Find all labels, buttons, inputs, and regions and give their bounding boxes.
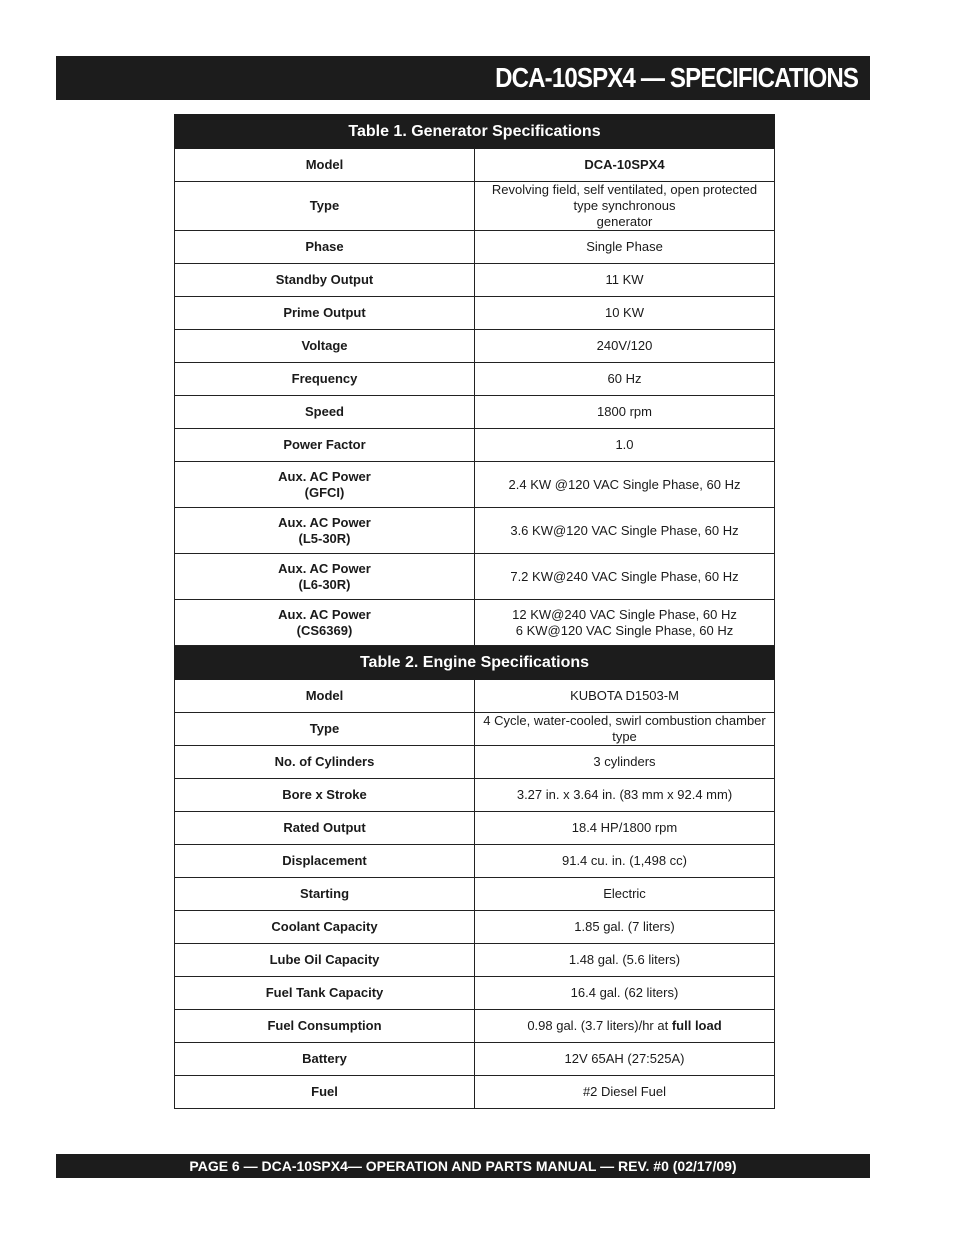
spec-label: Displacement	[175, 845, 475, 878]
spec-value-emphasis: full load	[671, 1018, 722, 1033]
table-row	[175, 149, 775, 182]
table1-title: Table 1. Generator Specifications	[175, 115, 775, 149]
table2-header-row	[175, 646, 775, 680]
spec-label: Fuel Tank Capacity	[175, 977, 475, 1010]
table2-title: Table 2. Engine Specifications	[175, 646, 775, 680]
table-row	[175, 554, 775, 600]
spec-label: Fuel Consumption	[175, 1010, 475, 1043]
spec-value-line: generator	[596, 214, 653, 229]
spec-label: Power Factor	[175, 429, 475, 462]
table1-header-row	[175, 115, 775, 149]
table-row	[175, 977, 775, 1010]
spec-value: 7.2 KW@240 VAC Single Phase, 60 Hz	[475, 554, 775, 600]
spec-value: 3.6 KW@120 VAC Single Phase, 60 Hz	[475, 508, 775, 554]
table-row	[175, 508, 775, 554]
spec-value-text: 0.98 gal. (3.7 liters)/hr at	[527, 1018, 669, 1033]
table-row	[175, 264, 775, 297]
spec-label	[175, 508, 475, 554]
spec-label	[175, 462, 475, 508]
table-row	[175, 911, 775, 944]
spec-label-line: Aux. AC Power	[278, 560, 371, 576]
spec-value: 3 cylinders	[475, 746, 775, 779]
spec-value	[475, 1010, 775, 1043]
spec-label-line: (L5-30R)	[298, 530, 351, 546]
spec-value: 91.4 cu. in. (1,498 cc)	[475, 845, 775, 878]
spec-value: 3.27 in. x 3.64 in. (83 mm x 92.4 mm)	[475, 779, 775, 812]
spec-label: Rated Output	[175, 812, 475, 845]
spec-value: 10 KW	[475, 297, 775, 330]
spec-value-line: 12 KW@240 VAC Single Phase, 60 Hz	[512, 606, 737, 622]
page-title: DCA-10SPX4 — SPECIFICATIONS	[494, 62, 858, 93]
spec-value: #2 Diesel Fuel	[475, 1076, 775, 1109]
spec-label: Phase	[175, 231, 475, 264]
spec-label-line: Aux. AC Power	[278, 606, 371, 622]
spec-value-line: Revolving field, self ventilated, open protected type synchronous	[491, 182, 758, 213]
spec-value: 4 Cycle, water-cooled, swirl combustion chamber type	[475, 713, 775, 746]
spec-value: Single Phase	[475, 231, 775, 264]
spec-label: Type	[175, 713, 475, 746]
table-row	[175, 396, 775, 429]
spec-label: Bore x Stroke	[175, 779, 475, 812]
spec-label: Battery	[175, 1043, 475, 1076]
spec-value: 12V 65AH (27:525A)	[475, 1043, 775, 1076]
spec-label: Prime Output	[175, 297, 475, 330]
spec-table	[174, 114, 775, 1109]
spec-label: No. of Cylinders	[175, 746, 475, 779]
spec-value-line: 6 KW@120 VAC Single Phase, 60 Hz	[515, 622, 734, 638]
spec-label: Fuel	[175, 1076, 475, 1109]
table-row	[175, 600, 775, 646]
spec-value: DCA-10SPX4	[475, 149, 775, 182]
spec-label: Coolant Capacity	[175, 911, 475, 944]
table-row	[175, 363, 775, 396]
spec-label: Voltage	[175, 330, 475, 363]
table-row	[175, 845, 775, 878]
table-row	[175, 1010, 775, 1043]
spec-label-line: (L6-30R)	[298, 576, 351, 592]
spec-value: 16.4 gal. (62 liters)	[475, 977, 775, 1010]
spec-value: 1.48 gal. (5.6 liters)	[475, 944, 775, 977]
spec-label: Standby Output	[175, 264, 475, 297]
table-row	[175, 429, 775, 462]
page-footer: PAGE 6 — DCA-10SPX4— OPERATION AND PARTS MANUAL — REV. #0 (02/17/09)	[56, 1154, 870, 1178]
table-row	[175, 182, 775, 231]
spec-label	[175, 554, 475, 600]
spec-value: 1800 rpm	[475, 396, 775, 429]
spec-value: KUBOTA D1503-M	[475, 680, 775, 713]
specifications-tables	[174, 114, 775, 1109]
spec-value: 60 Hz	[475, 363, 775, 396]
spec-label-line: (CS6369)	[296, 622, 353, 638]
spec-value	[475, 182, 775, 231]
table-row	[175, 713, 775, 746]
spec-label-line: Aux. AC Power	[278, 514, 371, 530]
page-title-bar	[56, 56, 870, 100]
table-row	[175, 297, 775, 330]
table-row	[175, 878, 775, 911]
spec-value: 1.0	[475, 429, 775, 462]
spec-label: Frequency	[175, 363, 475, 396]
spec-label: Model	[175, 149, 475, 182]
table-row	[175, 1043, 775, 1076]
spec-label: Starting	[175, 878, 475, 911]
spec-value: 1.85 gal. (7 liters)	[475, 911, 775, 944]
spec-value: 18.4 HP/1800 rpm	[475, 812, 775, 845]
table-row	[175, 746, 775, 779]
table-row	[175, 231, 775, 264]
spec-label: Lube Oil Capacity	[175, 944, 475, 977]
table-row	[175, 462, 775, 508]
table-row	[175, 812, 775, 845]
spec-label: Model	[175, 680, 475, 713]
table-row	[175, 779, 775, 812]
spec-label-line: Aux. AC Power	[278, 468, 371, 484]
table-row	[175, 680, 775, 713]
spec-label: Speed	[175, 396, 475, 429]
spec-value: Electric	[475, 878, 775, 911]
spec-value: 2.4 KW @120 VAC Single Phase, 60 Hz	[475, 462, 775, 508]
spec-value: 240V/120	[475, 330, 775, 363]
spec-label	[175, 600, 475, 646]
table-row	[175, 944, 775, 977]
spec-value: 11 KW	[475, 264, 775, 297]
spec-value	[475, 600, 775, 646]
table-row	[175, 330, 775, 363]
table-row	[175, 1076, 775, 1109]
spec-label: Type	[175, 182, 475, 231]
spec-label-line: (GFCI)	[304, 484, 345, 500]
